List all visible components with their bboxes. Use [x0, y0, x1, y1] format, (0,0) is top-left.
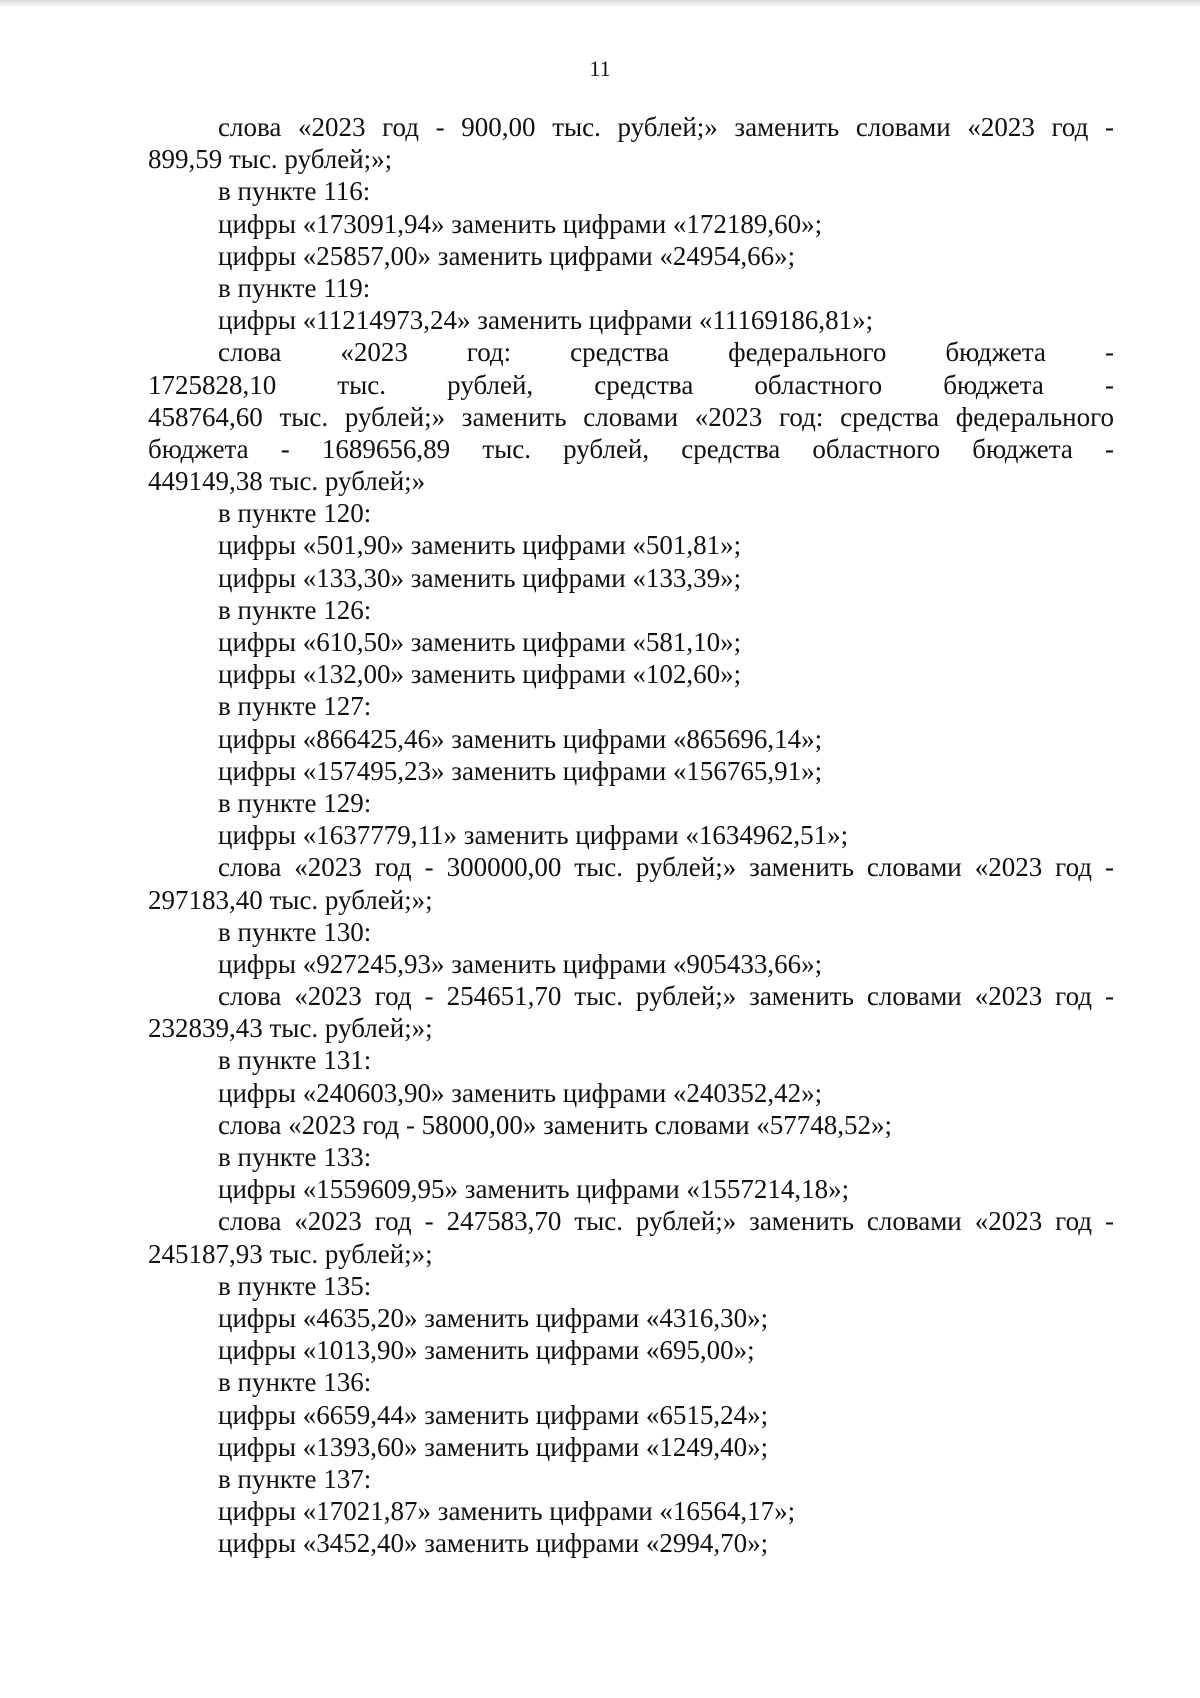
document-body: [148, 111, 1114, 1559]
text-line: 449149,38 тыс. рублей;»: [148, 466, 426, 497]
text-line: 245187,93 тыс. рублей;»;: [148, 1238, 433, 1269]
page-number: 11: [589, 56, 611, 81]
text-line: цифры «6659,44» заменить цифрами «6515,24»;: [218, 1399, 769, 1430]
text-line: цифры «11214973,24» заменить цифрами «11169186,81»;: [218, 305, 874, 336]
text-line: в пункте 127:: [218, 691, 372, 722]
text-line: 232839,43 тыс. рублей;»;: [148, 1013, 433, 1044]
text-line: в пункте 133:: [218, 1142, 372, 1172]
text-line: цифры «25857,00» заменить цифрами «24954,66»;: [218, 240, 796, 271]
text-line: в пункте 126:: [218, 594, 372, 625]
text-line: цифры «610,50» заменить цифрами «581,10»;: [218, 627, 742, 657]
text-line: цифры «240603,90» заменить цифрами «240352,42»;: [218, 1077, 823, 1108]
text-line: 1725828,10 тыс. рублей, средства областного бюджета -: [148, 369, 1114, 400]
text-line: цифры «1559609,95» заменить цифрами «1557214,18»;: [218, 1174, 850, 1205]
text-line: слова «2023 год - 247583,70 тыс. рублей;» заменить словами «2023 год -: [218, 1206, 1114, 1237]
scan-edge: [0, 0, 1200, 8]
text-line: 297183,40 тыс. рублей;»;: [148, 884, 433, 915]
text-line: бюджета - 1689656,89 тыс. рублей, средства областного бюджета -: [148, 433, 1114, 464]
text-line: цифры «501,90» заменить цифрами «501,81»;: [218, 530, 742, 561]
text-line: цифры «866425,46» заменить цифрами «865696,14»;: [218, 723, 823, 754]
text-line: слова «2023 год - 58000,00» заменить словами «57748,52»;: [218, 1109, 893, 1140]
text-line: цифры «173091,94» заменить цифрами «172189,60»;: [218, 208, 823, 239]
text-line: слова «2023 год - 300000,00 тыс. рублей;» заменить словами «2023 год -: [218, 852, 1114, 883]
text-line: в пункте 131:: [218, 1045, 372, 1076]
text-line: в пункте 137:: [218, 1463, 372, 1494]
text-line: цифры «3452,40» заменить цифрами «2994,70»;: [218, 1528, 769, 1559]
text-line: слова «2023 год - 254651,70 тыс. рублей;» заменить словами «2023 год -: [218, 981, 1114, 1012]
text-line: цифры «133,30» заменить цифрами «133,39»;: [218, 562, 742, 593]
text-line: цифры «1013,90» заменить цифрами «695,00»;: [218, 1335, 755, 1366]
text-line: 899,59 тыс. рублей;»;: [148, 144, 393, 175]
text-line: в пункте 129:: [218, 787, 372, 818]
text-line: слова «2023 год: средства федерального бюджета -: [218, 337, 1114, 368]
text-line: в пункте 120:: [218, 498, 372, 529]
text-line: в пункте 136:: [218, 1367, 372, 1398]
text-line: цифры «1637779,11» заменить цифрами «1634962,51»;: [218, 820, 849, 851]
text-line: слова «2023 год - 900,00 тыс. рублей;» заменить словами «2023 год -: [218, 112, 1114, 142]
text-line: цифры «157495,23» заменить цифрами «156765,91»;: [218, 755, 823, 786]
text-line: цифры «927245,93» заменить цифрами «905433,66»;: [218, 948, 823, 979]
text-line: в пункте 119:: [218, 272, 371, 303]
text-line: цифры «1393,60» заменить цифрами «1249,40»;: [218, 1431, 769, 1462]
text-line: в пункте 116:: [218, 176, 371, 207]
text-line: цифры «4635,20» заменить цифрами «4316,30»;: [218, 1302, 769, 1333]
text-line: в пункте 135:: [218, 1270, 372, 1301]
text-line: в пункте 130:: [218, 916, 372, 947]
text-line: цифры «17021,87» заменить цифрами «16564,17»;: [218, 1496, 796, 1527]
text-line: 458764,60 тыс. рублей;» заменить словами «2023 год: средства федерального: [148, 401, 1114, 432]
text-line: цифры «132,00» заменить цифрами «102,60»;: [218, 659, 742, 690]
